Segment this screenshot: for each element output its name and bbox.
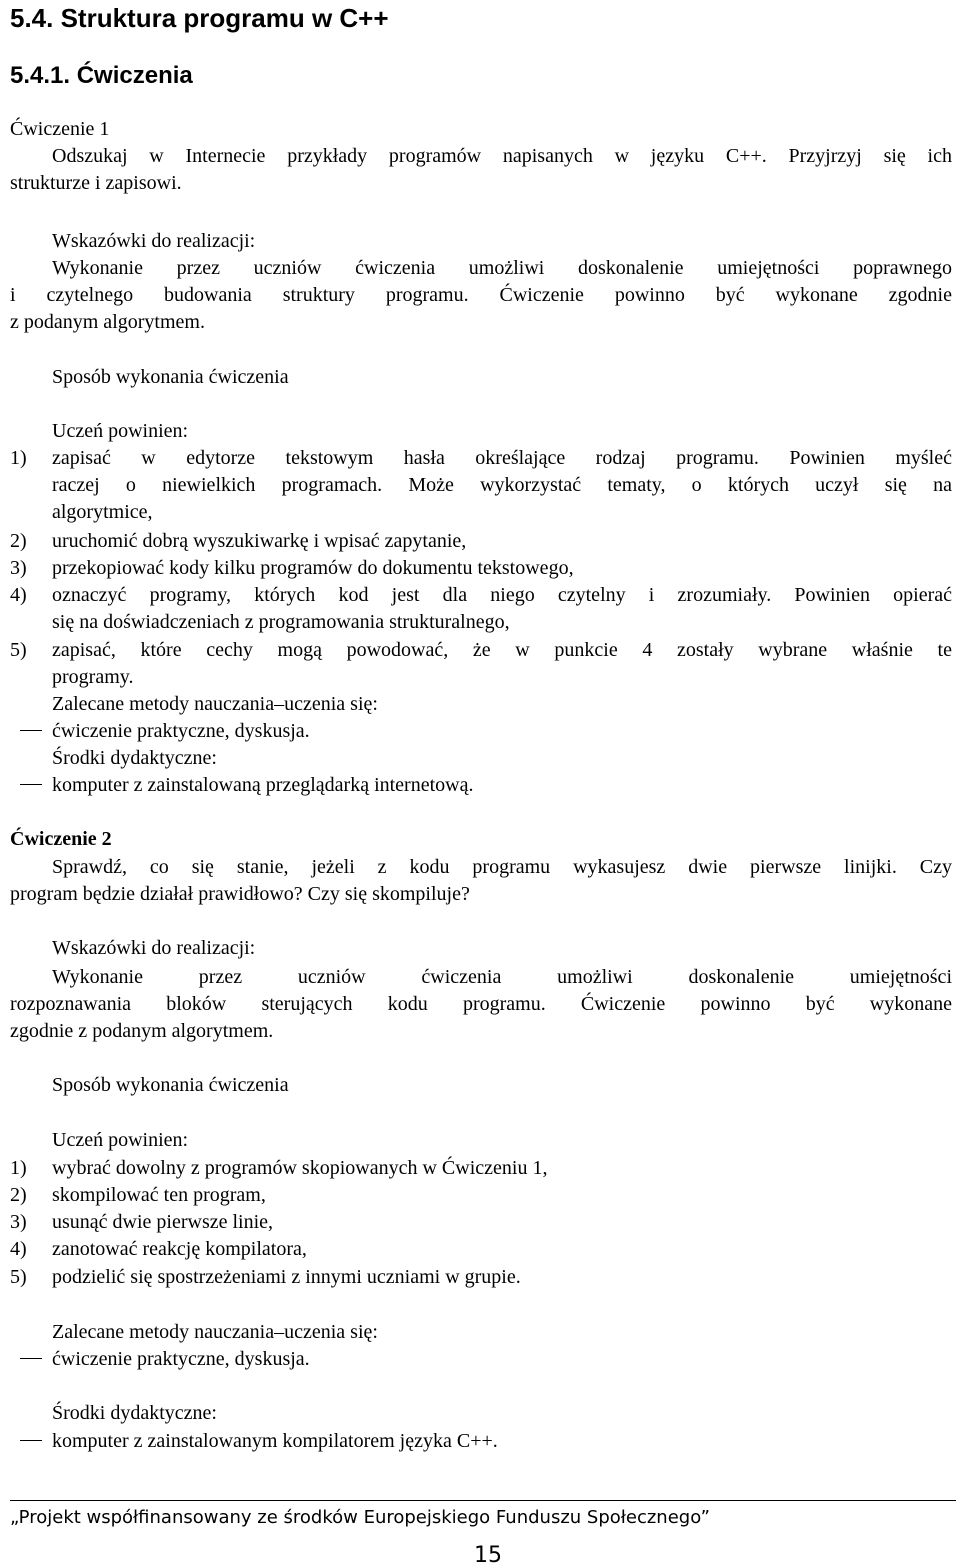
list-item-line: zapisać w edytorze tekstowym hasła określające rodzaj programu. Powinien myśleć: [52, 447, 952, 469]
list-item-line: uruchomić dobrą wyszukiwarkę i wpisać zapytanie,: [52, 530, 467, 552]
list-item-number: 5): [10, 1266, 27, 1288]
list-item-line: programy.: [52, 666, 134, 688]
list-item-number: 4): [10, 1238, 27, 1260]
dash-bullet: [20, 730, 42, 731]
exercise-2-title: Ćwiczenie 2: [10, 828, 112, 850]
section-title: 5.4. Struktura programu w C++: [10, 3, 389, 33]
exercise-2-method-label: Sposób wykonania ćwiczenia: [52, 1074, 289, 1096]
exercise-2-aids-item: komputer z zainstalowanym kompilatorem języka C++.: [52, 1430, 498, 1452]
exercise-1-hints-label: Wskazówki do realizacji:: [52, 230, 256, 252]
exercise-2-hints-line: Wykonanie przez uczniów ćwiczenia umożliwi doskonalenie umiejętności: [52, 966, 952, 988]
list-item-number: 5): [10, 639, 27, 661]
exercise-1-aids-item: komputer z zainstalowaną przeglądarką internetową.: [52, 774, 474, 796]
exercise-1-title: Ćwiczenie 1: [10, 118, 110, 140]
list-item-line: raczej o niewielkich programach. Może wykorzystać tematy, o których uczył się na: [52, 474, 952, 496]
exercise-2-task-line: program będzie działał prawidłowo? Czy się skompiluje?: [10, 883, 470, 905]
list-item-text: zanotować reakcję kompilatora,: [52, 1238, 307, 1260]
list-item-number: 1): [10, 1157, 27, 1179]
footer-text: „Projekt współfinansowany ze środków Europejskiego Funduszu Społecznego”: [10, 1507, 710, 1528]
list-item-number: 2): [10, 1184, 27, 1206]
exercise-2-student-label: Uczeń powinien:: [52, 1129, 189, 1151]
exercise-1-method-label: Sposób wykonania ćwiczenia: [52, 366, 289, 388]
list-item-line: oznaczyć programy, których kod jest dla niego czytelny i zrozumiały. Powinien opierać: [52, 584, 952, 606]
exercise-1-task-line: Odszukaj w Internecie przykłady programów napisanych w języku C++. Przyjrzyj się ich: [52, 145, 952, 167]
exercise-1-task-line: strukturze i zapisowi.: [10, 172, 182, 194]
list-item-line: algorytmice,: [52, 501, 153, 523]
dash-bullet: [20, 1440, 42, 1441]
list-item-number: 4): [10, 584, 27, 606]
list-item-line: się na doświadczeniach z programowania strukturalnego,: [52, 611, 510, 633]
list-item-text: podzielić się spostrzeżeniami z innymi uczniami w grupie.: [52, 1266, 521, 1288]
list-item-line: zapisać, które cechy mogą powodować, że w punkcie 4 zostały wybrane właśnie te: [52, 639, 952, 661]
list-item-number: 3): [10, 1211, 27, 1233]
list-item-line: przekopiować kody kilku programów do dokumentu tekstowego,: [52, 557, 574, 579]
exercise-1-aids-label: Środki dydaktyczne:: [52, 747, 217, 769]
exercise-2-hints-line: zgodnie z podanym algorytmem.: [10, 1020, 274, 1042]
dash-bullet: [20, 1358, 42, 1359]
page-number: 15: [474, 1543, 502, 1568]
subsection-title: 5.4.1. Ćwiczenia: [10, 62, 193, 89]
exercise-2-hints-label: Wskazówki do realizacji:: [52, 937, 256, 959]
footer-divider: [10, 1500, 956, 1501]
exercise-2-teaching-item: ćwiczenie praktyczne, dyskusja.: [52, 1348, 310, 1370]
exercise-1-teaching-item: ćwiczenie praktyczne, dyskusja.: [52, 720, 310, 742]
exercise-1-student-label: Uczeń powinien:: [52, 420, 189, 442]
list-item-number: 2): [10, 530, 27, 552]
exercise-1-teaching-label: Zalecane metody nauczania–uczenia się:: [52, 693, 378, 715]
exercise-2-task-line: Sprawdź, co się stanie, jeżeli z kodu programu wykasujesz dwie pierwsze linijki. Czy: [52, 856, 952, 878]
exercise-1-hints-line: i czytelnego budowania struktury programu. Ćwiczenie powinno być wykonane zgodnie: [10, 284, 952, 306]
exercise-2-hints-line: rozpoznawania bloków sterujących kodu programu. Ćwiczenie powinno być wykonane: [10, 993, 952, 1015]
exercise-2-aids-label: Środki dydaktyczne:: [52, 1402, 217, 1424]
list-item-text: skompilować ten program,: [52, 1184, 266, 1206]
list-item-number: 1): [10, 447, 27, 469]
list-item-text: usunąć dwie pierwsze linie,: [52, 1211, 274, 1233]
list-item-text: wybrać dowolny z programów skopiowanych w Ćwiczeniu 1,: [52, 1157, 548, 1179]
exercise-1-hints-line: Wykonanie przez uczniów ćwiczenia umożliwi doskonalenie umiejętności poprawnego: [52, 257, 952, 279]
exercise-2-teaching-label: Zalecane metody nauczania–uczenia się:: [52, 1321, 378, 1343]
exercise-1-hints-line: z podanym algorytmem.: [10, 311, 205, 333]
dash-bullet: [20, 784, 42, 785]
list-item-number: 3): [10, 557, 27, 579]
